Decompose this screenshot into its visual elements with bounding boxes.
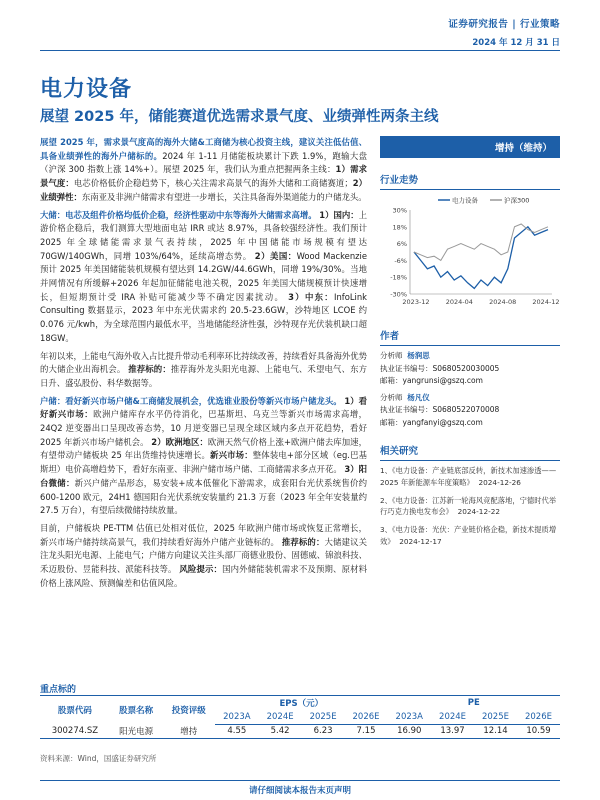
table-header-row: [40, 696, 560, 711]
x-tick-label: 2024-04: [445, 298, 473, 306]
pe-value: 16.90: [388, 724, 432, 739]
household-rec-body: 大储建议关注龙头阳光电源、上能电气；户储方向建议关注头部厂商德业股份、固德威、锦浪科技、禾迈股份、昱能科技、派能科技等。: [40, 536, 368, 575]
sector-title: 电力设备: [40, 77, 133, 102]
year-header: 2024E: [431, 710, 474, 724]
related-list: [380, 465, 560, 548]
large-storage-title: 大储：电芯及组件价格均低价企稳，经济性驱动中东等海外大储需求高增。: [40, 209, 317, 220]
household-title: 户储：看好新兴市场户储&工商储发展机会，优选谁业股份等新兴市场户储龙头。: [40, 395, 342, 406]
related-link-2[interactable]: 2、《电力设备：江苏新一轮海风竞配落地，宁德时代举行巧克力换电发布会》: [380, 495, 557, 517]
large-domestic-key: 1）国内：: [319, 209, 359, 220]
overview-key2: 2）业绩弹性：: [40, 178, 368, 202]
related-heading: 相关研究: [380, 443, 560, 461]
stock-name: 阳光电源: [110, 724, 163, 739]
x-tick-label: 2023-12: [402, 298, 430, 306]
paragraph-household-outlook: [40, 522, 367, 591]
section-household-storage: [40, 395, 367, 518]
risk-body: 国内外储能装机需求不及预期、原材料价格上涨风险、预测偏差和估值风险。: [40, 564, 368, 588]
analyst-1-role: 分析师: [380, 351, 403, 360]
series-line-power-equipment: [414, 227, 548, 289]
sidebar: [380, 136, 560, 554]
table-source: 资料来源：Wind，国盛证券研究所: [40, 754, 157, 763]
large-domestic-body: 上游价格企稳后，我们测算大型地面电站 IRR 或达 8.97%，具备较强经济性。我们预计 2025 年全球储能需求景气表持续，2025 年中国储能市场规模有望达 70GW/140GWh，同增 103%/64%，延续高增态势。: [40, 209, 367, 261]
trend-chart-svg: [380, 194, 560, 314]
household-k2-body: 欧洲天然气价格上涨+欧洲户储去库加速，有望带动户储板块 25 年出货维持快速增长。: [40, 436, 368, 461]
col-pe-group: PE: [388, 696, 561, 711]
analyst-2: [380, 392, 560, 430]
series-line-csi300: [414, 224, 548, 260]
report-headline: 展望 2025 年，储能赛道优选需求景气度、业绩弹性两条主线: [40, 109, 439, 125]
report-header: [0, 0, 600, 48]
paragraph-large-outlook: [40, 350, 367, 391]
section-large-storage: [40, 209, 367, 346]
header-rule: [40, 50, 560, 51]
legend-label: 电力设备: [452, 196, 478, 205]
year-header: 2026E: [517, 710, 560, 724]
eps-value: 5.42: [259, 724, 302, 739]
footer-disclaimer: 请仔细阅读本报告末页声明: [248, 786, 351, 796]
y-tick-label: -18%: [390, 273, 407, 282]
household-outlook-text: 目前，户储板块 PE-TTM 估值已处相对低位，2025 年欧洲户储市场或恢复正常增长，新兴市场户储持续高景气，我们持续看好海外户储产业链标的。: [40, 522, 367, 547]
col-eps-group: EPS（元）: [215, 696, 387, 711]
report-type: 证券研究报告 | 行业策略: [448, 19, 560, 30]
large-rec-key: 推荐标的：: [128, 364, 171, 375]
year-header: 2023A: [215, 710, 259, 724]
overview-key1: 1）需求景气度：: [40, 164, 368, 189]
overview-key2-body: 东南亚及非洲户储需求有望进一步增长，关注具备海外渠道能力的户储龙头。: [81, 191, 367, 202]
y-tick-label: 18%: [392, 223, 407, 232]
household-k2b: 新兴市场：: [210, 450, 253, 461]
y-tick-label: 30%: [392, 206, 407, 215]
y-tick-label: -30%: [390, 290, 407, 299]
col-rating: 投资评级: [162, 696, 215, 725]
analyst-2-name: 杨凡仪: [407, 392, 430, 402]
paragraph-overview: [40, 136, 367, 205]
large-mideast-body: InfoLink Consulting 数据显示，2023 年中东光伏需求约 20.5-23.6GW，沙特地区 LCOE 约 0.076 元/kwh，为全球范围内最低水平，当地储能经济性强，沙特现存光伏装机缺口超 18GW。: [40, 291, 367, 343]
household-rec-key: 推荐标的：: [281, 536, 325, 547]
overview-lead: 展望 2025 年，需求景气度高的海外大储&工商储为核心投资主线，建议关注低估值、具备业绩弹性的海外户储标的。: [40, 137, 367, 161]
related-item[interactable]: [380, 465, 560, 489]
y-tick-label: 6%: [396, 240, 407, 249]
related-item[interactable]: [380, 524, 560, 548]
household-k1: 1）看好新兴市场：: [40, 395, 367, 420]
related-date-2: 2024-12-22: [457, 507, 501, 517]
x-tick-label: 2024-12: [532, 298, 560, 306]
y-tick-label: -6%: [394, 256, 407, 265]
eps-value: 4.55: [215, 724, 259, 739]
pe-value: 13.97: [431, 724, 474, 739]
large-outlook-text: 年初以来，上能电气海外收入占比提升带动毛利率环比持续改善，持续看好具备海外优势的大储企业出海机会。: [40, 350, 367, 375]
key-stocks-table: [40, 695, 560, 739]
footer-rule: [40, 780, 560, 781]
household-k1-body: 欧洲户储库存水平仍待消化，巴基斯坦、乌克兰等新兴市场需求高增，24Q2 逆变器出口呈现改善态势，10 月逆变器已呈现全球区域内多点开花趋势，看好 2025 年新兴市场户储机会。: [40, 409, 368, 447]
col-name: 股票名称: [110, 696, 163, 725]
analyst-2-email[interactable]: 邮箱：yangfanyi@gszq.com: [380, 417, 483, 427]
analyst-1-email[interactable]: 邮箱：yangrunsi@gszq.com: [380, 376, 483, 385]
overview-key1-body: 电芯价格低价企稳趋势下，核心关注需求高景气的海外大储和工商储赛道；: [73, 178, 353, 189]
risk-key: 风险提示：: [179, 564, 223, 575]
pe-value: 12.14: [474, 724, 517, 739]
key-stocks-title: 重点标的: [40, 685, 77, 695]
analyst-1-name: 杨润思: [407, 351, 430, 360]
large-us-key: 2）美国：: [254, 250, 297, 261]
year-header: 2024E: [259, 710, 302, 724]
trend-chart: [380, 194, 560, 314]
table-row: [40, 724, 560, 739]
household-k3: 3）阳台微储：: [40, 464, 367, 488]
large-rec-body: 推荐海外龙头阳光电源、上能电气、禾望电气、东方日升、盛弘股份、科华数据等。: [40, 364, 368, 388]
related-item[interactable]: [380, 495, 560, 519]
eps-value: 6.23: [302, 724, 345, 739]
stock-rating: 增持: [162, 724, 215, 739]
large-mideast-key: 3）中东：: [288, 291, 334, 302]
related-date-3: 2024-12-17: [399, 536, 442, 546]
analyst-2-role: 分析师: [380, 392, 403, 402]
analyst-1-cert: 执业证书编号：S0680520030005: [380, 363, 500, 373]
household-k2: 2）欧洲地区：: [151, 436, 208, 447]
legend-label: 沪深300: [504, 196, 530, 205]
stock-code: 300274.SZ: [40, 724, 110, 739]
pe-value: 10.59: [517, 724, 560, 739]
household-k3-body: 新兴户储产品形态，易安装+成本低催化下游需求，成套阳台光伏系统售价约 600-1200 欧元，24H1 德国阳台光伏系统安装量约 21.3 万套（2023 年全年安装量约 27.5 万台），有望后续微储持续放量。: [40, 477, 368, 516]
related-link-1[interactable]: 1、《电力设备：产业链底部反转，新技术加速渗透——2025 年新能源车年度策略》: [380, 466, 557, 487]
household-k2b-body: 整体装电+部分区域（eg.巴基斯坦）电价高增趋势下，看好东南亚、非洲户储市场户储、工商储需求多点开花。: [40, 450, 368, 475]
overview-body: 2024 年 1-11 月储能板块累计下跌 1.9%，跑输大盘（沪深 300 指数上涨 14%+）。展望 2025 年，我们认为重点把握两条主线：: [40, 150, 368, 175]
report-date: 2024 年 12 月 31 日: [472, 38, 560, 48]
analyst-1: [380, 350, 560, 388]
related-link-3[interactable]: 3、《电力设备：光伏：产业链价格企稳，新技术提质增效》: [380, 525, 557, 546]
rating-badge: 增持（维持）: [380, 136, 560, 158]
page-footer: [0, 778, 600, 800]
year-header: 2026E: [345, 710, 388, 724]
col-code: 股票代码: [40, 696, 110, 725]
analyst-2-cert: 执业证书编号：S0680522070008: [380, 405, 500, 414]
related-date-1: 2024-12-26: [478, 477, 521, 487]
trend-heading: 行业走势: [380, 172, 560, 190]
year-header: 2023A: [388, 710, 432, 724]
x-tick-label: 2024-08: [489, 298, 517, 306]
analyst-heading: 作者: [380, 328, 560, 346]
year-header: 2025E: [474, 710, 517, 724]
large-us-body: Wood Mackenzie 预计 2025 年美国储能装机规模有望达到 14.2GW/44.6GWh，同增 19%/30%。当地并网情况有所缓解+2026 年起加征储能电池关税，2025 年美国大储规模预计快速增长，但短期预计受 IRA 补贴可能减少等不确定因素扰动。: [40, 250, 367, 302]
eps-value: 7.15: [345, 724, 388, 739]
year-header: 2025E: [302, 710, 345, 724]
main-text: [40, 136, 367, 595]
